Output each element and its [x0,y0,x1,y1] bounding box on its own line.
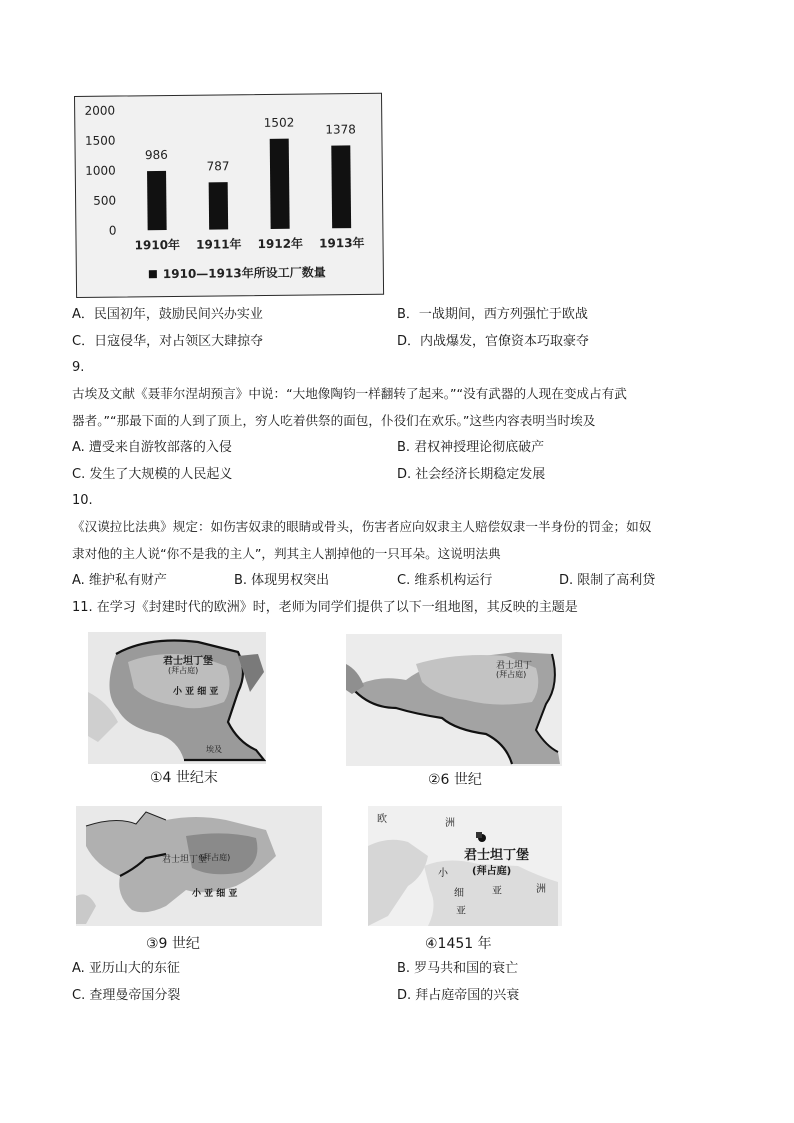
map2-caption: ②6 世纪 [428,772,482,788]
q11-option-a: A. 亚历山大的东征 [72,961,180,976]
q9-option-d: D. 社会经济长期稳定发展 [397,467,546,482]
q10-option-b: B. 体现男权突出 [234,573,330,588]
map4-label-2: 洲 [445,818,455,829]
y-tick-label: 0 [108,223,117,238]
bar-value-label: 787 [206,159,230,174]
legend-swatch [149,270,157,278]
map2-label-2: (拜占庭) [496,670,527,679]
map3-label-1: 君士坦丁堡 [162,855,208,865]
map4-label-7: 洲 [536,884,546,895]
map4-label-6: 亚 [492,886,502,897]
chart-canvas [75,94,383,297]
q9-option-b: B. 君权神授理论彻底破产 [397,440,545,455]
x-tick-label: 1911年 [196,237,242,252]
map1-caption: ①4 世纪末 [150,770,218,786]
q8-option-c: C．日寇侵华，对占领区大肆掠夺 [72,334,264,349]
legend-label: 1910—1913年所设工厂数量 [162,265,326,282]
q10-option-d: D. 限制了高利贷 [559,573,656,588]
q9-stem-line2: 器者。”“那最下面的人到了顶上，穷人吃着供祭的面包，仆役们在欢乐。”这些内容表明当时埃及 [72,413,596,428]
x-tick-label: 1913年 [319,235,365,251]
q11-stem: 11. 在学习《封建时代的欧洲》时，老师为同学们提供了以下一组地图，其反映的主题是 [72,600,578,615]
q10-number: 10. [72,493,93,508]
q9-stem-line1: 古埃及文献《聂菲尔涅胡预言》中说：“大地像陶钧一样翻转了起来。”“没有武器的人现在变成占有武 [72,386,627,401]
y-tick-label: 2000 [84,103,116,118]
map4-label-1: 欧 [377,814,387,825]
q8-option-a: A．民国初年，鼓励民间兴办实业 [72,307,263,322]
factory-count-chart [74,93,384,298]
map-6th-century [346,634,562,766]
q10-stem-line2: 隶对他的主人说“你不是我的主人”，判其主人割掉他的一只耳朵。这说明法典 [72,546,501,561]
map1-label-1: 君士坦丁堡 [163,656,213,667]
map1-label-3: 小 亚 细 亚 [173,687,219,697]
bar [209,182,228,229]
q9-number: 9. [72,360,85,375]
y-tick-label: 1000 [85,163,116,178]
map4-label-3: 君士坦丁堡 [464,848,530,863]
map-4th-century [88,632,266,764]
bar-value-label: 986 [144,147,168,163]
x-tick-label: 1912年 [257,236,304,252]
map-1451 [368,806,562,926]
bar [270,139,290,229]
bar [331,145,351,228]
q10-option-c: C. 维系机构运行 [397,573,493,588]
q10-option-a: A. 维护私有财产 [72,573,167,588]
bar-value-label: 1502 [263,115,295,130]
q11-option-c: C. 查理曼帝国分裂 [72,988,181,1003]
map3-label-3: 小 亚 细 亚 [192,889,238,899]
map-9th-century [76,806,322,926]
y-tick-label: 1500 [84,133,116,148]
q8-option-d: D．内战爆发，官僚资本巧取豪夺 [397,334,590,349]
y-tick-label: 500 [93,193,117,208]
map3-caption: ③9 世纪 [146,936,200,952]
bar-value-label: 1378 [325,122,356,137]
map4-label-4: (拜占庭) [472,866,512,877]
x-tick-label: 1910年 [134,237,181,253]
map4-label-5: 小 [438,868,448,879]
map4-label-8: 细 [454,888,464,899]
q9-option-c: C. 发生了大规模的人民起义 [72,467,233,482]
q9-option-a: A. 遭受来自游牧部落的入侵 [72,440,232,455]
map4-caption: ④1451 年 [425,936,492,952]
bar [147,171,167,230]
q11-option-b: B. 罗马共和国的衰亡 [397,961,519,976]
map1-label-2: (拜占庭) [168,666,199,675]
map4-label-9: 亚 [456,906,466,917]
q10-stem-line1: 《汉谟拉比法典》规定：如伤害奴隶的眼睛或骨头，伤害者应向奴隶主人赔偿奴隶一半身份的罚金；如奴 [72,519,652,534]
q8-option-b: B．一战期间，西方列强忙于欧战 [397,307,588,322]
q11-option-d: D. 拜占庭帝国的兴衰 [397,988,520,1003]
map2-label-1: 君士坦丁 [496,661,533,671]
map1-label-4: 埃及 [206,745,222,754]
map3-label-2: (拜占庭) [200,853,231,862]
